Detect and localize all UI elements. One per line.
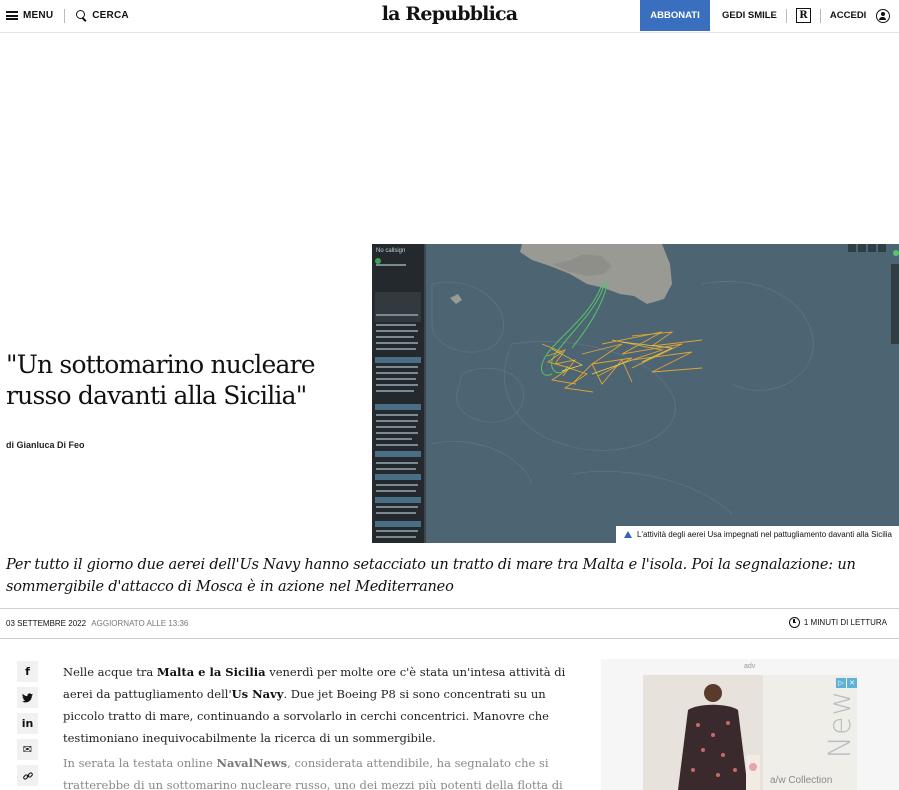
caption-toggle-icon[interactable] [624, 531, 632, 538]
ad-label: adv [744, 663, 756, 670]
header-divider [786, 9, 787, 23]
ad-model-image [643, 675, 763, 790]
hamburger-icon [6, 11, 18, 20]
site-logo[interactable]: la Repubblica [381, 3, 518, 25]
header-left [6, 0, 129, 31]
login-button[interactable] [830, 9, 890, 23]
ad-close-icon[interactable]: ✕ [847, 678, 857, 688]
menu-label: MENU [23, 10, 54, 21]
image-caption-text: L'attività degli aerei Usa impegnati nel pattugliamento davanti alla Sicilia [636, 530, 892, 539]
article-hero-image[interactable] [372, 244, 899, 543]
subscribe-button[interactable]: ABBONATI [640, 0, 710, 31]
rplus-icon[interactable]: R [796, 8, 811, 23]
article-title: "Un sottomarino nucleare russo davanti alla Sicilia" [6, 350, 315, 410]
twitter-share-button[interactable] [17, 687, 38, 708]
clock-icon [789, 617, 800, 628]
email-share-button[interactable]: ✉ [17, 739, 38, 760]
header-divider [64, 9, 65, 23]
article-summary: Per tutto il giorno due aerei dell'Us Navy hanno setacciato un tratto di mare tra Malta e l'isola. Poi la segnalazione: un sommergibile d'attacco di Mosca è in azione nel Mediterraneo [6, 557, 856, 595]
header-right [722, 0, 890, 31]
copy-link-button[interactable] [17, 765, 38, 786]
search-button[interactable] [76, 10, 129, 21]
header-divider [820, 9, 821, 23]
article-body [63, 661, 583, 790]
reading-time [789, 617, 887, 628]
user-icon [876, 9, 890, 23]
article-date [6, 619, 188, 628]
search-label: CERCA [92, 10, 129, 21]
publish-date: 03 SETTEMBRE 2022 [6, 619, 87, 628]
map-panel-callsign: No callsign [376, 248, 406, 254]
twitter-icon [22, 693, 33, 703]
article-paragraph: In serata la testata online NavalNews, considerata attendibile, ha segnalato che si tratterebbe di un sottomarino nucleare russo, uno dei mezzi più potenti della flotta di [63, 756, 563, 790]
article-paragraph: Nelle acque tra Malta e la Sicilia venerdì per molte ore c'è stata un'intesa attività di aerei da pattugliamento dell'Us Navy. Due jet Boeing P8 si sono concentrati su un piccolo tratto di mare, continuando a sorvolarlo in cerchi concentrici. Manovre che testimoniano inequivocabilmente la ricerca di un sommergibile. [63, 665, 566, 745]
article-byline[interactable]: di Gianluca Di Feo [6, 440, 85, 450]
menu-button[interactable] [6, 10, 53, 21]
image-caption [616, 526, 899, 543]
reading-time-label: 1 MINUTI DI LETTURA [803, 618, 887, 627]
updated-time: AGGIORNATO ALLE 13:36 [91, 619, 189, 628]
flight-tracker-map [372, 244, 899, 543]
share-bar [17, 661, 38, 790]
linkedin-share-button[interactable]: in [17, 713, 38, 734]
link-icon [23, 771, 33, 781]
adchoices-icon[interactable]: ▷ [836, 678, 846, 688]
site-header [0, 0, 899, 33]
gedi-smile-link[interactable]: GEDI SMILE [722, 10, 777, 21]
ad-collection-text: a/w Collection [770, 775, 833, 786]
search-icon [76, 10, 87, 21]
ad-controls [836, 678, 857, 688]
login-label: ACCEDI [829, 10, 867, 21]
ad-photo [643, 675, 763, 790]
facebook-share-button[interactable]: f [17, 661, 38, 682]
article-meta-bar [0, 608, 899, 639]
ad-brand-text: New [823, 690, 858, 759]
